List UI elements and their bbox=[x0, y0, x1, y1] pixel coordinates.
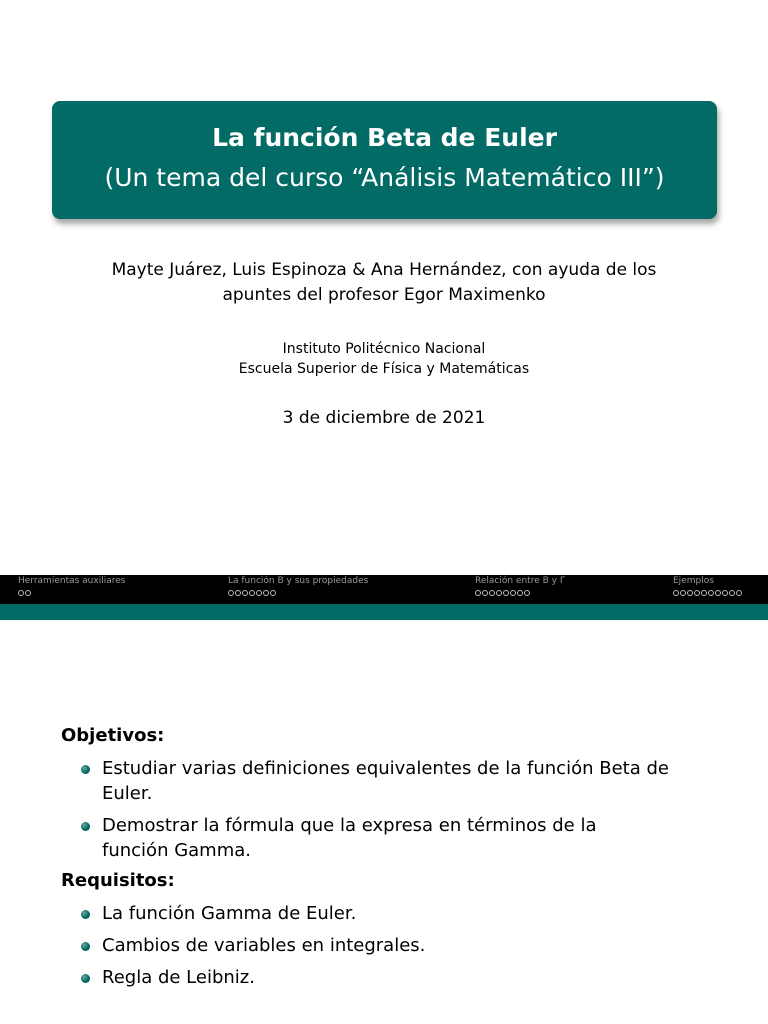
nav-section-dots bbox=[228, 590, 276, 596]
list-item bbox=[80, 933, 680, 958]
nav-frame-dot[interactable] bbox=[25, 590, 31, 596]
institution-line-1: Instituto Politécnico Nacional bbox=[282, 341, 486, 357]
nav-frame-dot[interactable] bbox=[475, 590, 481, 596]
nav-section-label[interactable]: Herramientas auxiliares bbox=[18, 576, 126, 586]
objective-text: Demostrar la fórmula que la expresa en términos de la función Gamma. bbox=[102, 815, 597, 861]
nav-section-label[interactable]: Relación entre B y Γ bbox=[475, 576, 565, 586]
nav-section-label[interactable]: Ejemplos bbox=[673, 576, 714, 586]
requirements-list bbox=[80, 901, 680, 997]
nav-frame-dot[interactable] bbox=[496, 590, 502, 596]
nav-frame-dot[interactable] bbox=[489, 590, 495, 596]
nav-section-dots bbox=[673, 590, 742, 596]
objectives-list bbox=[80, 756, 720, 870]
nav-section-label[interactable]: La función B y sus propiedades bbox=[228, 576, 369, 586]
list-item bbox=[80, 813, 662, 863]
presentation-date: 3 de diciembre de 2021 bbox=[282, 408, 486, 428]
section-navigation-bar bbox=[0, 575, 768, 604]
nav-frame-dot[interactable] bbox=[263, 590, 269, 596]
nav-section-dots bbox=[18, 590, 31, 596]
nav-frame-dot[interactable] bbox=[510, 590, 516, 596]
nav-frame-dot[interactable] bbox=[701, 590, 707, 596]
list-item bbox=[80, 965, 680, 990]
nav-frame-dot[interactable] bbox=[256, 590, 262, 596]
nav-frame-dot[interactable] bbox=[722, 590, 728, 596]
authors bbox=[40, 258, 728, 308]
slide-title: La función Beta de Euler bbox=[212, 123, 557, 152]
bullet-icon bbox=[81, 910, 90, 919]
nav-frame-dot[interactable] bbox=[673, 590, 679, 596]
requirement-text: Cambios de variables en integrales. bbox=[102, 935, 426, 956]
header-accent-bar bbox=[0, 604, 768, 620]
nav-frame-dot[interactable] bbox=[687, 590, 693, 596]
requirement-text: Regla de Leibniz. bbox=[102, 967, 255, 988]
bullet-icon bbox=[81, 765, 90, 774]
bullet-icon bbox=[81, 942, 90, 951]
requirements-heading: Requisitos: bbox=[61, 870, 175, 891]
title-box bbox=[52, 101, 717, 219]
objectives-heading: Objetivos: bbox=[61, 725, 165, 746]
objective-text: Estudiar varias definiciones equivalentes de la función Beta de Euler. bbox=[102, 758, 669, 804]
nav-frame-dot[interactable] bbox=[235, 590, 241, 596]
nav-frame-dot[interactable] bbox=[242, 590, 248, 596]
nav-frame-dot[interactable] bbox=[708, 590, 714, 596]
bullet-icon bbox=[81, 974, 90, 983]
nav-frame-dot[interactable] bbox=[503, 590, 509, 596]
nav-frame-dot[interactable] bbox=[228, 590, 234, 596]
nav-frame-dot[interactable] bbox=[18, 590, 24, 596]
institution bbox=[0, 339, 768, 379]
nav-frame-dot[interactable] bbox=[680, 590, 686, 596]
nav-frame-dot[interactable] bbox=[694, 590, 700, 596]
nav-frame-dot[interactable] bbox=[270, 590, 276, 596]
nav-frame-dot[interactable] bbox=[482, 590, 488, 596]
nav-frame-dot[interactable] bbox=[517, 590, 523, 596]
institution-line-2: Escuela Superior de Física y Matemáticas bbox=[238, 361, 530, 377]
slide-subtitle: (Un tema del curso “Análisis Matemático III”) bbox=[104, 163, 665, 192]
nav-frame-dot[interactable] bbox=[249, 590, 255, 596]
authors-line-1: Mayte Juárez, Luis Espinoza & Ana Hernández, con ayuda de los bbox=[111, 260, 657, 280]
nav-frame-dot[interactable] bbox=[729, 590, 735, 596]
bullet-icon bbox=[81, 822, 90, 831]
objectives-slide bbox=[0, 620, 768, 1024]
nav-frame-dot[interactable] bbox=[736, 590, 742, 596]
list-item bbox=[80, 756, 720, 806]
requirement-text: La función Gamma de Euler. bbox=[102, 903, 357, 924]
nav-frame-dot[interactable] bbox=[524, 590, 530, 596]
list-item bbox=[80, 901, 680, 926]
authors-line-2: apuntes del profesor Egor Maximenko bbox=[222, 285, 546, 305]
nav-section-dots bbox=[475, 590, 530, 596]
nav-frame-dot[interactable] bbox=[715, 590, 721, 596]
